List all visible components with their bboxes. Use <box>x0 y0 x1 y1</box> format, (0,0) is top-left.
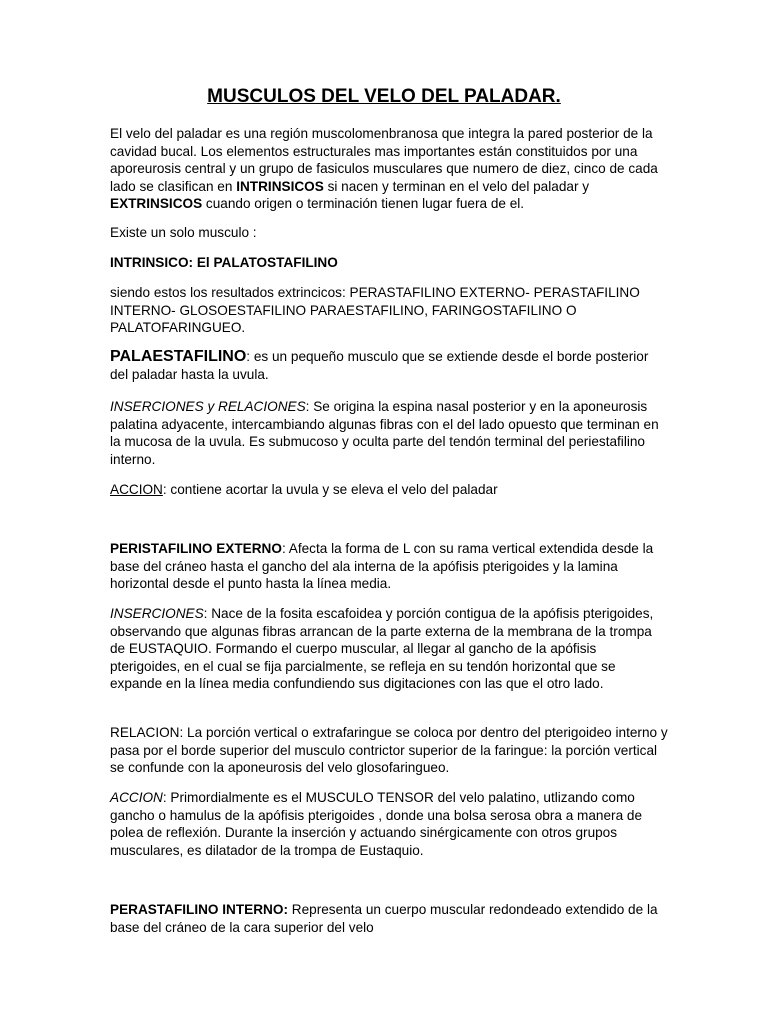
intrinsico-heading: INTRINSICO: El PALATOSTAFILINO <box>110 255 338 270</box>
inserciones-relaciones-term: INSERCIONES y RELACIONES <box>110 399 306 414</box>
palaestafilino-term: PALAESTAFILINO <box>110 348 247 365</box>
intrinsicos-term: INTRINSICOS <box>236 178 324 194</box>
perastafilino-interno-paragraph <box>110 901 670 936</box>
extrinsicos-term: EXTRINSICOS <box>110 196 203 212</box>
document-title: MUSCULOS DEL VELO DEL PALADAR. <box>207 86 561 107</box>
accion-2-paragraph <box>110 789 670 859</box>
extrinsicos-list-paragraph: siendo estos los resultados extrincicos: PERASTAFILINO EXTERNO- PERASTAFILINO INTERNO- GLOSOESTAFILINO PARAESTAFILINO, FARINGOSTAFILINO O PALATOFARINGUEO. <box>110 285 640 336</box>
inserciones-relaciones-text: : Se origina la espina nasal posterior y en la aponeurosis palatina adyacente, intercambiando algunas fibras con el del lado opuesto que terminan en la mucosa de la uvula. Es submucoso y oculta parte del tendón terminal del periestafilino interno. <box>110 399 659 467</box>
inserciones-2-text: : Nace de la fosita escafoidea y porción contigua de la apófisis pterigoides, observando que algunas fibras arrancan de la parte externa de la membrana de la trompa de EUSTAQUIO. Formando el cuerpo muscular, al llegar al gancho de la apófisis pterigoides, en el cual se fija parcialmente, se refleja en su tendón horizontal que se expande en la línea media confundiendo sus digitaciones con las que el otro lado. <box>110 606 654 692</box>
intro-text-2: si nacen y terminan en el velo del paladar y <box>323 178 590 194</box>
palaestafilino-text: : es un pequeño musculo que se extiende desde el borde posterior del paladar hasta la uvula. <box>110 349 649 382</box>
accion-2-term: ACCION <box>110 790 163 805</box>
intro-text-1: El velo del paladar es una región muscolomenbranosa que integra la pared posterior de la cavidad bucal. Los elementos estructurales mas importantes están constituidos por una aporeurosis central y un grupo de fasiculos musculares que numero de diez, cinco de cada lado se clasifican en <box>110 126 658 194</box>
accion-2-text: : Primordialmente es el MUSCULO TENSOR del velo palatino, utlizando como gancho o hamulus de la apófisis pterigoides , donde una bolsa serosa obra a manera de polea de reflexión. Durante la inserción y actuando sinérgicamente con otros grupos musculares, es dilatador de la trompa de Eustaquio. <box>110 790 643 858</box>
accion-1-text: : contiene acortar la uvula y se eleva el velo del paladar <box>162 482 498 497</box>
peristafilino-externo-text: : Afecta la forma de L con su rama vertical extendida desde la base del cráneo hasta el gancho del ala interna de la apófisis pterigoides y la lamina horizontal desde el punto hasta la línea media. <box>110 541 654 592</box>
peristafilino-externo-paragraph <box>110 540 670 593</box>
existe-paragraph: Existe un solo musculo : <box>110 225 257 240</box>
perastafilino-interno-term: PERASTAFILINO INTERNO: <box>110 902 288 917</box>
intro-paragraph <box>110 125 670 213</box>
intro-text-3: cuando origen o terminación tienen lugar fuera de el. <box>202 196 525 212</box>
peristafilino-externo-term: PERISTAFILINO EXTERNO <box>110 541 282 556</box>
accion-1-term: ACCION <box>110 482 163 497</box>
inserciones-relaciones-paragraph <box>110 398 670 468</box>
palaestafilino-paragraph <box>110 348 670 383</box>
perastafilino-interno-text: Representa un cuerpo muscular redondeado extendido de la base del cráneo de la cara superior del velo <box>110 902 658 935</box>
inserciones-2-paragraph <box>110 605 670 693</box>
accion-1-paragraph <box>110 481 670 499</box>
inserciones-2-term: INSERCIONES <box>110 606 204 621</box>
relacion-paragraph: RELACION: La porción vertical o extrafaringue se coloca por dentro del pterigoideo interno y pasa por el borde superior del musculo contrictor superior de la faringue: la porción vertical se confunde con la aponeurosis del velo glosofaringueo. <box>110 725 668 776</box>
